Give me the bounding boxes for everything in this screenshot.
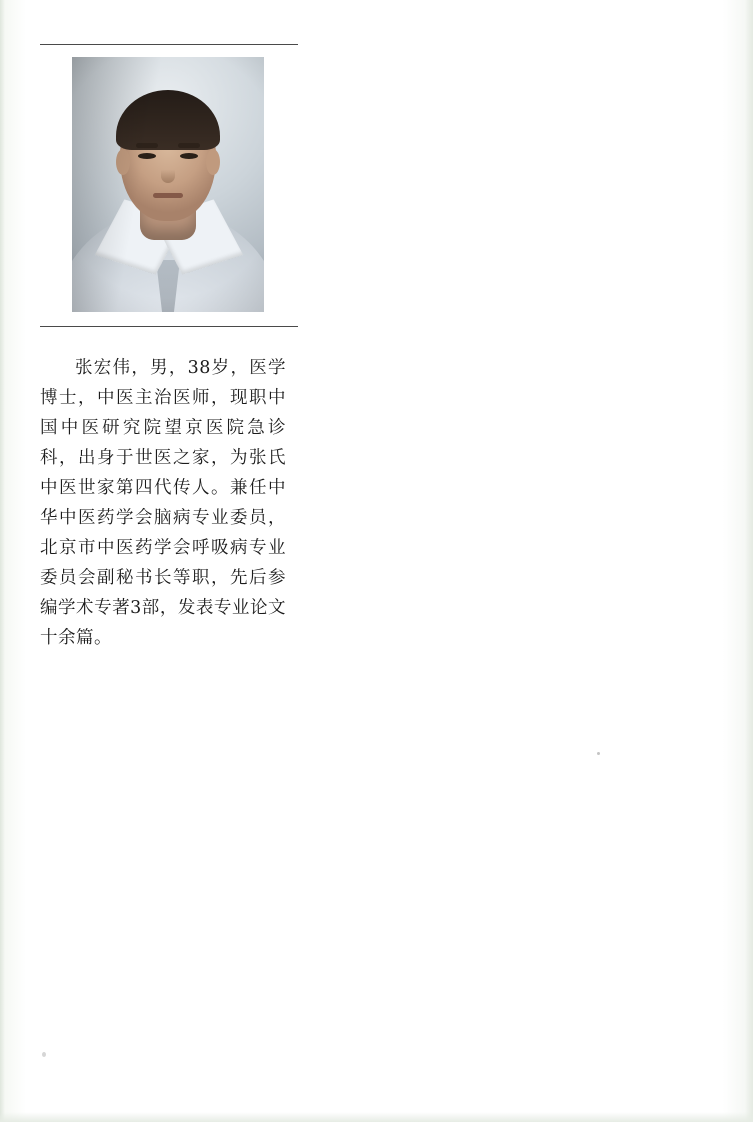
- author-portrait-photo: [72, 57, 264, 312]
- scan-artifact-dot: [597, 752, 600, 755]
- page-edge-left-shadow: [0, 0, 5, 1122]
- divider-bottom: [40, 326, 298, 327]
- page-content: [40, 44, 298, 671]
- page-edge-right-shadow: [745, 0, 753, 1122]
- portrait-vignette: [72, 57, 264, 312]
- scan-artifact-mark: [42, 1052, 46, 1057]
- divider-top: [40, 44, 298, 45]
- page-edge-bottom-shadow: [0, 1112, 753, 1122]
- author-biography-text: 张宏伟，男，38岁，医学博士，中医主治医师，现职中国中医研究院望京医院急诊科，出身于世医之家，为张氏中医世家第四代传人。兼任中华中医药学会脑病专业委员，北京市中医药学会呼吸病专业委员会副秘书长等职，先后参编学术专著3部，发表专业论文十余篇。: [40, 358, 286, 648]
